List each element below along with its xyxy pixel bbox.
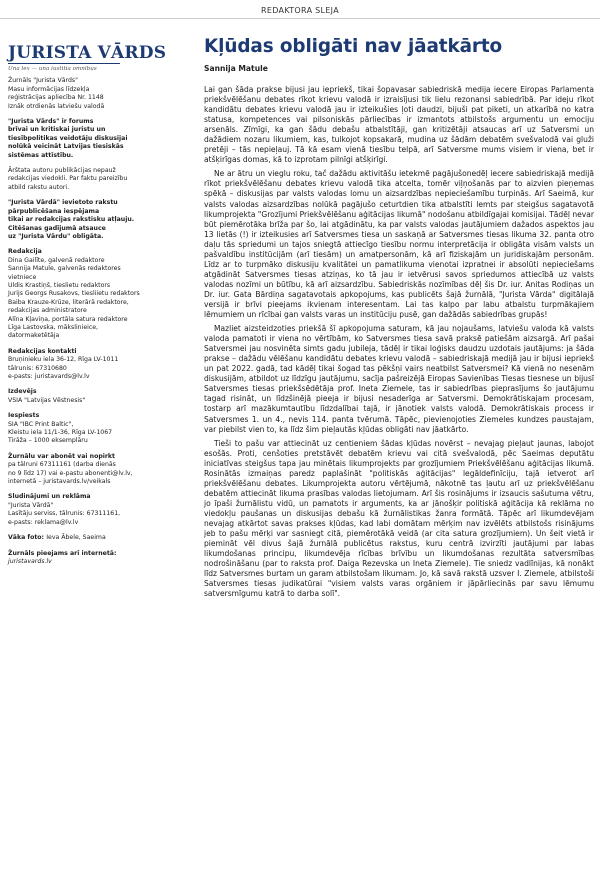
article-paragraph: Lai gan šāda prakse bijusi jau iepriekš, tikai šopavasar sabiedriskā medija iecere Eiropas Parlamenta priekšvēlēšanu debates rīkot krievu valodā ir izraisījusi tik lielu rezonansi sabiedrībā. Par ideju rīkot kandidātu debates krievu valodā jau ir izteikušies ļoti daudzi, bijuši pat piketi, un atkarībā no katra statusa, kompetences vai pilsoniskās pārliecības ir izmantots atbilstošs argumentu un emociju arsenāls. Zīmīgi, ka gan šādu debašu atbalstītāji, gan kritizētāji atsaucas arī uz Satversmi un dažādiem nozaru likumiem, kas, tulkojot kopsakarā, mudina uz šādām debatēm svešvalodā vai gluži pretēji – tās nepieļauj. Tā kā esam vienā tiesību telpā, arī Satversme mums visiem ir viena, bet ir atšķirīgas domas, kā to izprotam pilnīgi atšķirīgi. [204,85,594,165]
masthead-block-title: Vāka foto: [8,534,47,542]
masthead-line: internetā – juristavards.lv/veikals [8,478,111,486]
masthead-line: e-pasts: juristavards@lv.lv [8,373,90,380]
masthead-line: Ārštata autoru publikācijas nepauž [8,167,116,175]
masthead-line: "Jurista Vārds" ir forums [8,118,94,126]
masthead-block [8,493,196,527]
masthead-line: tiesībpolitikas veidotāju diskusijai [8,134,128,142]
masthead-line: Iznāk otrdienās latviešu valodā [8,102,105,110]
masthead-line: Uldis Krastiņš, tieslietu redaktors [8,281,111,289]
masthead-line: redakcijas viedokli. Par faktu pareizību [8,175,128,183]
masthead-block [8,167,196,192]
masthead-line: Tirāža – 1000 eksemplāru [8,437,88,445]
masthead-block [8,118,196,160]
masthead-line [8,534,196,542]
masthead-sidebar [8,44,196,573]
masthead-line: Žurnāls "Jurista Vārds" [8,77,78,85]
article-paragraph: Ne ar ātru un vieglu roku, tač dažādu aktivitāšu ietekmē pagājušonedēļ iecere sabiedriskajā medijā rīkot priekšvēlēšanu debates krievu valodā tika atcelta, tomēr viļņošanās par to aizvien pieņemas spēkā – diskusijas par valsts valodas lomu un aizsardzības nepieciešamību turpinās. Arī Saeimā, kur valsts valodas aizsardzības nolūkā pagājušo ceturtdien tika atbalstīti lemts par steigšus sagatavotā likumprojekta "Grozījumi Priekšvēlēšanu aģitācijas likumā" nodošanu atbildīgajai komisijai. Tādēļ nevar būt piemērotāka brīža par šo, lai atgādinātu, ka par valsts valodas jautājumiem dažados aspektos jau 13 lietās (!) ir izteikusies arī Satversmes tiesa un saskaņā ar Satversmes tiesas likuma 32. panta otro daļu tās spriedumi un tajos sniegtā attiecīgo tiesību normu interpretācija ir obligāta visām valsts un pašvaldību institūcijām (arī tiesām) un amatpersonām, kā arī fiziskajām un juridiskajām personām. Līdz ar to turpmāko diskusiju kvalitātei un pamatlikuma vienotai izpratnei ir absolūti nepieciešams atgādināt Satversmes tiesas atziņas, ko tā jau ir ietvērusi savos spriedumos attiecībā uz valsts valodas nozīmi un būtību, kā arī aizsardzību. Sabiedriskās nozīmības dēļ šis Dr. iur. Anitas Rodiņas un Dr. iur. Gata Bārdiņa sagatavotais apkopojums, kas publicēts šajā žurnālā, "Jurista Vārda" digitālajā versijā ir brīvi pieejams ikvienam interesentam. Lai tas kalpo par labu atbalstu turpmākajiem lēmumiem un rīcībai gan valsts varas un institūciju pusē, gan dažādās sabiedrības grupās! [204,169,594,320]
masthead-line: Kleistu iela 11/1-36, Rīga LV-1067 [8,429,113,437]
masthead-block [8,388,196,405]
masthead-line: no 9 līdz 17) vai e-pastu abonenti@lv.lv, [8,469,133,477]
masthead-block-title: Sludinājumi un reklāma [8,493,91,501]
masthead-block [8,348,196,382]
masthead-block [8,534,196,542]
article-paragraph: Tieši to pašu var attiecināt uz centieniem šādas kļūdas novērst – nevajag pieļaut jaunas, labojot esošās. Proti, cenšoties pretstāvēt debatēm krievu vai citā svešvalodā, pēc Saeimas deputātu iniciatīvas steigšus tapa jau minētais likumprojekts par grozījumiem Priekšvēlēšanu aģitācijas likumā. Rosinātās izmaiņas paredz paplašināt "politiskās aģitācijas" legāldefinīciju, tajā ietverot arī priekšvēlēšanu debates. Likumprojekta autoru vērtējumā, nākotnē tas ļautu arī uz priekšvēlēšanu debatēm attiecināt likuma prasības valodas lietojumam. Arī šis rosinājums ir izsaucis sašutuma vētru, jo īpaši žurnālistu vidū, un pamatots ir arguments, ka ar jānošķir politiskā aģitācija kā reklāma no viedokļu paušanas un diskusijas debašu kā žurnālistikas žanra formātā. Tāpēc arī likumdevējam nevajag atkārtot savas prakses kļūdas, kad labi domātam mērķim nav izvēlēts atbilstošs risinājums jeb to pašu mērķi var sasniegt citā, piemērotākā veidā (ar cita satura grozījumiem). Un šeit vietā ir piemināt vēl divus šajā žurnālā publicētus rakstus, kuru centrā izvirzīti jautājumi par labas likumdošanas principu, likumdevēja rīcības brīvību un likumdošanas rezultāta satversmības nodrošināšanu (par to raksta prof. Daiga Rezevska un Ineta Ziemele). Tie sniedz vadlīnijas, kā nonākt līdz Satversmes burtam un garam atbilstošam likumam. Jo, kā savā rakstā uzsver I. Ziemele, atbilstoši Satversmes tiesas judikatūrai "visiem valsts varas orgāniem ir jāpārliecinās par savu lēmumu satversmīgumu katrā to darba solī". [204,438,594,599]
masthead-block [8,199,196,241]
masthead-line: tālrunis: 67310680 [8,364,67,372]
top-divider [0,18,600,19]
masthead-block [8,453,196,487]
article [204,36,594,599]
article-paragraph: Mazliet aizsteidzoties priekšā šī apkopojuma saturam, kā jau nojaušams, latviešu valoda kā valsts valoda pamatoti ir viena no vērtībām, ko Satversmes tiesa savā praksē patiešām aizsargā. Arī pašai Satversmei jau nosvinēta simts gadu jubileja, tādēļ ir tikai loģisks daudzu uzdotais jautājums: ja šāda prakse – dažādu vēlēšanu kandidātu debates krievu valodā – sabiedriskajā medijā jau ir bijusi iepriekš un pat 2022. gadā, tad kādēļ tikai šogad tas pēkšņi vairs neatbilst Satversmei? Kā vienā no nesenām diskusijām, atbildot uz līdzīgu jautājumu, sacīja pašreizējā Eiropas Savienības Tiesas tiesnese un bijusī Satversmes tiesas priekšsēdētāja prof. Ineta Ziemele, tas ir sabiedrības pieprasījums šo jautājumu tagad risināt, un līdzšinējā pieeja ir bijusi nesaderīga ar Satversmi. Demokrātiskajam procesam, tostarp arī mazākumtautību līdzdalībai tajā, ir jānotiek valsts valodā. Demokrātiskais process ir Satversmes 1. un 4., nevis 114. panta tvērumā. Tāpēc, pievienojoties Ziemeles kundzes paustajam, var piebilst vien to, ka līdz šim pieļautās kļūdas obligāti nav jāatkārto. [204,324,594,434]
masthead-line: Lasītāju serviss, tālrunis: 67311161, [8,510,121,518]
masthead-line: brīvai un kritiskai juristu un [8,126,106,134]
masthead-line: "Jurista Vārdā" [8,501,54,509]
masthead-line: uz "Jurista Vārdu" obligāta. [8,232,104,240]
masthead-line: nolūkā veicināt Latvijas tiesiskās [8,143,124,151]
article-author: Sannija Matule [204,64,268,73]
masthead-line: Bruņinieku iela 36-12, Rīga LV-1011 [8,356,119,364]
masthead-line: pa tālruni 67311161 (darba dienās [8,461,116,469]
masthead-line: e-pasts: reklama@lv.lv [8,518,79,526]
masthead-block-title: Iespiests [8,412,40,420]
masthead-line: Baiba Krauze-Krūze, literārā redaktore, [8,298,129,306]
journal-tagline: Una lex — una iustitia omnibus [8,66,97,72]
masthead-line: SIA "IBC Print Baltic", [8,420,74,428]
masthead-line: datormaketētāja [8,332,60,340]
masthead-line: sistēmas attīstību. [8,151,74,159]
masthead-block [8,248,196,340]
masthead-block-title: Redakcijas kontakti [8,347,77,355]
masthead-line: Jurijs Georgs Rusakovs, tiesliietu redaktors [8,290,140,298]
journal-logo: JURISTA VĀRDS [8,43,167,63]
masthead-line: Alīna Kļaviņa, portāla satura redaktore [8,315,128,323]
masthead-block [8,550,196,567]
logo-underline [8,63,120,64]
masthead-line: Masu informācijas līdzekļa [8,85,90,93]
masthead-line: vietniece [8,273,37,281]
masthead-line: Citēšanas gadījumā atsauce [8,224,106,232]
masthead-block-title: Žurnāls pieejams arī internetā: [8,549,117,557]
masthead-line-text: Ieva Ābele, Saeima [46,534,106,542]
masthead-line: redakcijas administratore [8,307,87,315]
article-body [204,85,594,599]
masthead-line: juristavards.lv [8,557,52,565]
masthead-line: reģistrācijas apliecība Nr. 1148 [8,94,104,102]
article-title: Kļūdas obligāti nav jāatkārto [204,36,503,57]
masthead-line: Līga Lastovska, mākslinieice, [8,323,99,331]
masthead-line: tikai ar redakcijas rakstisku atļauju. [8,216,135,224]
masthead-line: Dina Gailīte, galvenā redaktore [8,256,105,264]
masthead-block [8,77,196,111]
masthead-line: "Jurista Vārdā" ievietoto rakstu [8,199,118,207]
masthead-line: atbild rakstu autori. [8,183,70,191]
masthead-block-title: Žurnālu var abonēt vai nopirkt [8,452,116,460]
section-label: REDAKTORA SLEJA [261,6,339,15]
masthead-block-title: Izdevējs [8,388,37,396]
masthead-block [8,412,196,446]
masthead-line: pārpublicēšana iespējama [8,207,100,215]
masthead-block-title: Redakcija [8,248,42,256]
masthead-line: Sannija Matule, galvenās redaktores [8,265,121,273]
masthead-info [8,77,196,566]
masthead-line: VSIA "Latvijas Vēstnesis" [8,396,86,404]
